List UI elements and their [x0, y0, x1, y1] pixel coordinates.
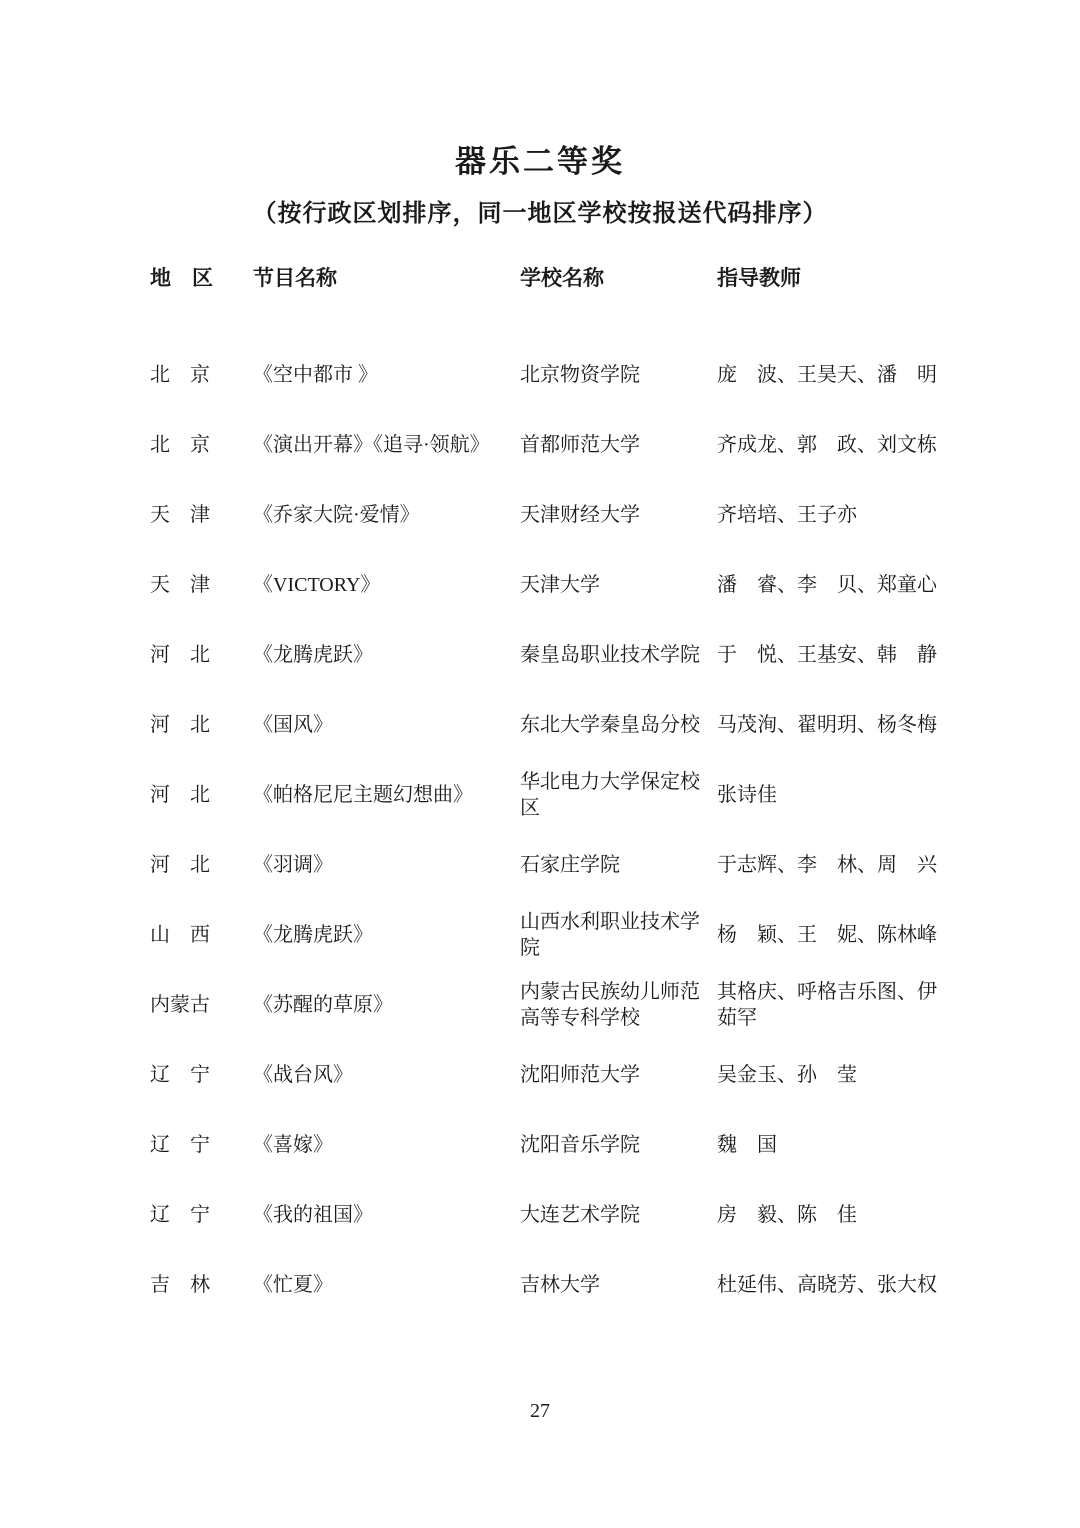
page-title: 器乐二等奖 [455, 144, 625, 179]
row-program: 《我的祖国》 [253, 1204, 373, 1226]
row-school: 吉林大学 [520, 1274, 600, 1296]
row-program: 《苏醒的草原》 [253, 994, 393, 1016]
row-school: 山西水利职业技术学院 [520, 911, 700, 959]
row-teacher: 庞 波、王昊天、潘 明 [717, 364, 937, 386]
awards-table [150, 265, 950, 1320]
table-header-row [150, 265, 950, 305]
row-region: 河 北 [150, 644, 210, 666]
row-teacher: 齐成龙、郭 政、刘文栋 [717, 434, 937, 456]
row-region: 辽 宁 [150, 1064, 210, 1086]
row-region: 河 北 [150, 714, 210, 736]
row-program: 《喜嫁》 [253, 1134, 333, 1156]
row-region: 河 北 [150, 854, 210, 876]
row-program: 《VICTORY》 [253, 574, 381, 596]
row-region: 天 津 [150, 574, 210, 596]
table-row [150, 970, 950, 1040]
table-row [150, 410, 950, 480]
row-region: 河 北 [150, 784, 210, 806]
row-program: 《龙腾虎跃》 [253, 644, 373, 666]
page-subtitle: （按行政区划排序，同一地区学校按报送代码排序） [252, 201, 828, 227]
row-teacher: 杜延伟、高晓芳、张大权 [717, 1274, 937, 1296]
row-region: 辽 宁 [150, 1134, 210, 1156]
table-row [150, 1250, 950, 1320]
table-row [150, 900, 950, 970]
row-teacher: 魏 国 [717, 1134, 777, 1156]
row-region: 山 西 [150, 924, 210, 946]
table-row [150, 340, 950, 410]
row-program: 《演出开幕》《追寻·领航》 [253, 434, 490, 456]
page-number: 27 [530, 1400, 550, 1422]
header-school: 学校名称 [520, 266, 604, 290]
row-program: 《羽调》 [253, 854, 333, 876]
row-school: 东北大学秦皇岛分校 [520, 714, 700, 736]
row-school: 北京物资学院 [520, 364, 640, 386]
row-program: 《帕格尼尼主题幻想曲》 [253, 784, 473, 806]
row-school: 天津大学 [520, 574, 600, 596]
row-program: 《龙腾虎跃》 [253, 924, 373, 946]
table-row [150, 550, 950, 620]
row-region: 北 京 [150, 364, 210, 386]
row-school: 沈阳音乐学院 [520, 1134, 640, 1156]
row-school: 秦皇岛职业技术学院 [520, 644, 700, 666]
header-region: 地 区 [150, 266, 213, 290]
row-teacher: 潘 睿、李 贝、郑童心 [717, 574, 937, 596]
row-teacher: 杨 颖、王 妮、陈林峰 [717, 924, 937, 946]
row-program: 《忙夏》 [253, 1274, 333, 1296]
table-row [150, 1040, 950, 1110]
table-row [150, 620, 950, 690]
table-row [150, 760, 950, 830]
table-row [150, 1180, 950, 1250]
table-row [150, 830, 950, 900]
row-teacher: 马茂洵、翟明玥、杨冬梅 [717, 714, 937, 736]
row-program: 《空中都市 》 [253, 364, 378, 386]
table-row [150, 690, 950, 760]
row-teacher: 张诗佳 [717, 784, 777, 806]
row-region: 北 京 [150, 434, 210, 456]
header-program: 节目名称 [253, 266, 337, 290]
row-school: 沈阳师范大学 [520, 1064, 640, 1086]
row-region: 内蒙古 [150, 994, 210, 1016]
row-school: 华北电力大学保定校区 [520, 771, 700, 819]
row-region: 辽 宁 [150, 1204, 210, 1226]
row-teacher: 于 悦、王基安、韩 静 [717, 644, 937, 666]
row-school: 天津财经大学 [520, 504, 640, 526]
row-school: 大连艺术学院 [520, 1204, 640, 1226]
row-teacher: 吴金玉、孙 莹 [717, 1064, 857, 1086]
row-teacher: 齐培培、王子亦 [717, 504, 857, 526]
row-school: 首都师范大学 [520, 434, 640, 456]
row-program: 《乔家大院·爱情》 [253, 504, 420, 526]
row-program: 《战台风》 [253, 1064, 353, 1086]
row-teacher: 于志辉、李 林、周 兴 [717, 854, 937, 876]
table-row [150, 1110, 950, 1180]
row-school: 内蒙古民族幼儿师范高等专科学校 [520, 981, 700, 1029]
table-row [150, 480, 950, 550]
row-teacher: 其格庆、呼格吉乐图、伊茹罕 [717, 981, 937, 1029]
row-school: 石家庄学院 [520, 854, 620, 876]
row-program: 《国风》 [253, 714, 333, 736]
header-teacher: 指导教师 [717, 266, 801, 290]
table-body [150, 340, 950, 1320]
row-region: 天 津 [150, 504, 210, 526]
row-region: 吉 林 [150, 1274, 210, 1296]
row-teacher: 房 毅、陈 佳 [717, 1204, 857, 1226]
